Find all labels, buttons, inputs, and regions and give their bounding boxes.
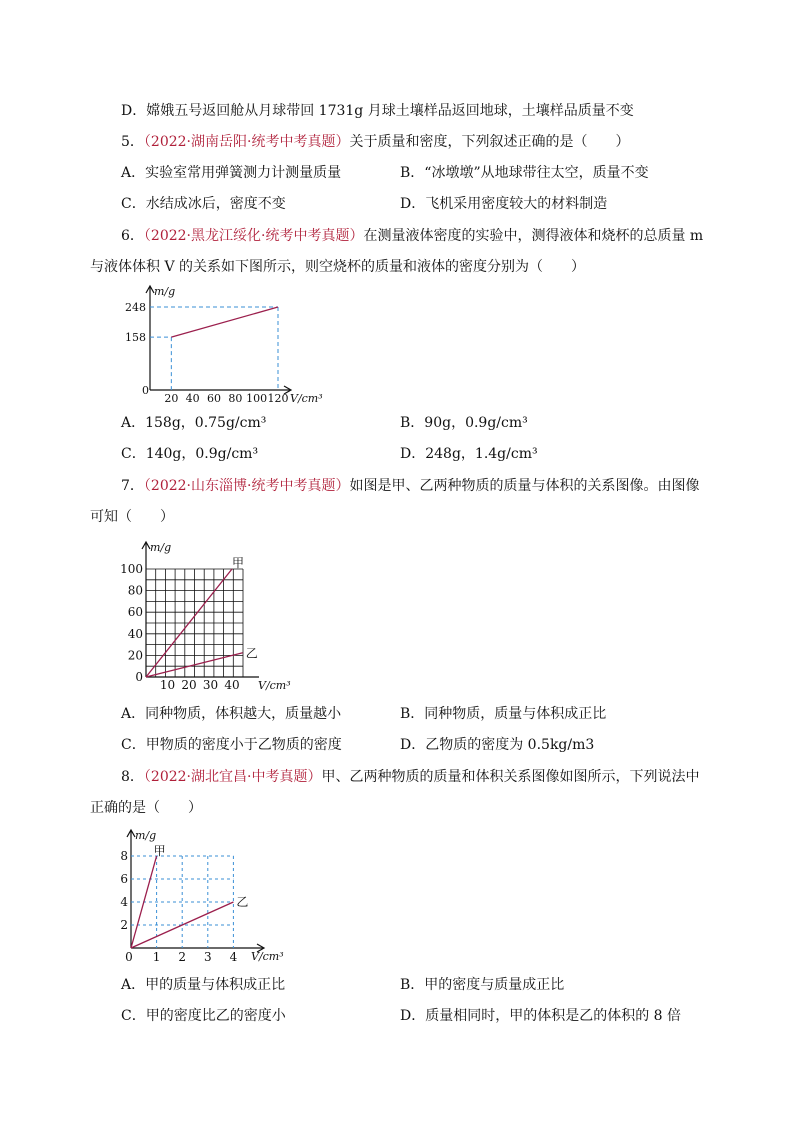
- q6-x-tick-label: 20: [164, 392, 179, 405]
- q8-y-tick-label: 2: [120, 918, 128, 932]
- q5-stem-text: 关于质量和密度，下列叙述正确的是（ ）: [349, 134, 630, 150]
- q7-option-a[interactable]: A．同种物质，体积越大，质量越小: [121, 706, 342, 722]
- q7-x-tick-label: 10: [159, 678, 176, 692]
- q7-option-b[interactable]: B．同种物质，质量与体积成正比: [400, 706, 607, 722]
- q7-y-tick-label: 40: [127, 626, 143, 641]
- q6-source: （2022·黑龙江绥化·统考中考真题）: [143, 228, 364, 244]
- q8-stem-text1: 甲、乙两种物质的质量和体积关系图像如图所示，下列说法中: [321, 769, 700, 785]
- q6-stem-text1: 在测量液体密度的实验中，测得液体和烧杯的总质量 m: [363, 228, 704, 244]
- q7-option-c[interactable]: C．甲物质的密度小于乙物质的密度: [121, 737, 342, 753]
- q8-y-tick-label: 4: [120, 895, 128, 909]
- q8-chart: [115, 825, 290, 970]
- q8-source: （2022·湖北宜昌·中考真题）: [143, 769, 322, 785]
- q7-y-tick-label: 80: [127, 583, 143, 598]
- q6-origin: 0: [142, 384, 149, 397]
- q8-x-tick-label: 1: [152, 950, 161, 964]
- q7-y-tick-label: 60: [127, 605, 143, 620]
- q5-option-c[interactable]: C．水结成冰后，密度不变: [121, 196, 286, 212]
- q7-y-label: m/g: [150, 541, 172, 554]
- q5-option-a[interactable]: A．实验室常用弹簧测力计测量质量: [121, 165, 342, 181]
- q7-stem-text1: 如图是甲、乙两种物质的质量与体积的关系图像。由图像: [349, 478, 700, 494]
- q6-y-label: m/g: [154, 285, 176, 298]
- q8-x-label: V/cm³: [251, 950, 284, 963]
- q7-y-tick-label: 20: [127, 648, 143, 663]
- q7-x-tick-label: 40: [224, 678, 240, 692]
- q8-x-tick-label: 4: [229, 950, 238, 964]
- q6-y-tick-label: 158: [125, 331, 146, 345]
- q6-stem-line2: 与液体体积 V 的关系如下图所示，则空烧杯的质量和液体的密度分别为（ ）: [90, 259, 586, 275]
- q6-y-tick-label: 248: [125, 301, 146, 314]
- q6-x-tick-label: 40: [185, 392, 200, 405]
- q8-y-label: m/g: [135, 829, 157, 842]
- q7-stem-line1: [121, 476, 699, 496]
- q6-option-d[interactable]: D．248g，1.4g/cm³: [400, 446, 538, 462]
- q8-series-label-2: 乙: [236, 895, 249, 909]
- q7-x-tick-label: 30: [202, 678, 219, 692]
- q5-option-b[interactable]: B．“冰墩墩”从地球带往太空，质量不变: [400, 165, 649, 181]
- q6-option-c[interactable]: C．140g，0.9g/cm³: [121, 446, 259, 462]
- q8-x-tick-label: 3: [203, 950, 212, 964]
- q6-x-tick-label: 100: [246, 392, 268, 405]
- q8-stem-line1: [121, 767, 699, 787]
- q8-series-line-1: [131, 856, 157, 948]
- q7-x-tick-label: 20: [181, 678, 197, 692]
- q7-y-tick-label: 100: [120, 562, 143, 576]
- q7-series-label-1: 甲: [232, 556, 245, 570]
- q6-chart: [125, 283, 338, 408]
- q7-option-d[interactable]: D．乙物质的密度为 0.5kg/m3: [400, 737, 595, 753]
- q4-option-d: D．嫦娥五号返回舱从月球带回 1731g 月球土壤样品返回地球，土壤样品质量不变: [121, 103, 634, 119]
- q5-number: 5．: [121, 134, 144, 150]
- q8-option-c[interactable]: C．甲的密度比乙的密度小: [121, 1008, 286, 1024]
- q7-number: 7．: [121, 478, 144, 494]
- q6-number: 6．: [121, 228, 144, 244]
- q7-chart: [120, 537, 299, 692]
- q7-y-tick-label: 0: [135, 670, 143, 684]
- q6-x-tick-label: 80: [228, 392, 243, 405]
- q6-x-tick-label: 120: [267, 392, 289, 405]
- q8-number: 8．: [121, 769, 144, 785]
- q8-option-d[interactable]: D．质量相同时，甲的体积是乙的体积的 8 倍: [400, 1008, 682, 1024]
- q6-series-line: [171, 307, 278, 337]
- q8-option-a[interactable]: A．甲的质量与体积成正比: [121, 977, 286, 993]
- q6-option-a[interactable]: A．158g，0.75g/cm³: [121, 415, 267, 431]
- q6-x-tick-label: 60: [207, 392, 221, 405]
- q6-stem-line1: [121, 226, 703, 246]
- q5-source: （2022·湖南岳阳·统考中考真题）: [143, 134, 350, 150]
- q8-y-tick-label: 6: [120, 872, 128, 886]
- q5-option-d[interactable]: D．飞机采用密度较大的材料制造: [400, 196, 608, 212]
- q8-y-tick-label: 8: [120, 849, 128, 863]
- q5-stem: [121, 132, 629, 152]
- q8-x-tick-label: 0: [125, 950, 133, 964]
- q7-source: （2022·山东淄博·统考中考真题）: [143, 478, 350, 494]
- q8-series-label-1: 甲: [153, 844, 166, 858]
- q6-x-label: V/cm³: [290, 392, 323, 405]
- q7-x-label: V/cm³: [258, 679, 291, 692]
- q6-option-b[interactable]: B．90g，0.9g/cm³: [400, 415, 528, 431]
- q7-series-label-2: 乙: [245, 646, 258, 661]
- q7-stem-line2: 可知（ ）: [90, 509, 174, 525]
- q8-stem-line2: 正确的是（ ）: [90, 800, 202, 816]
- q8-option-b[interactable]: B．甲的密度与质量成正比: [400, 977, 565, 993]
- q8-x-tick-label: 2: [178, 950, 187, 964]
